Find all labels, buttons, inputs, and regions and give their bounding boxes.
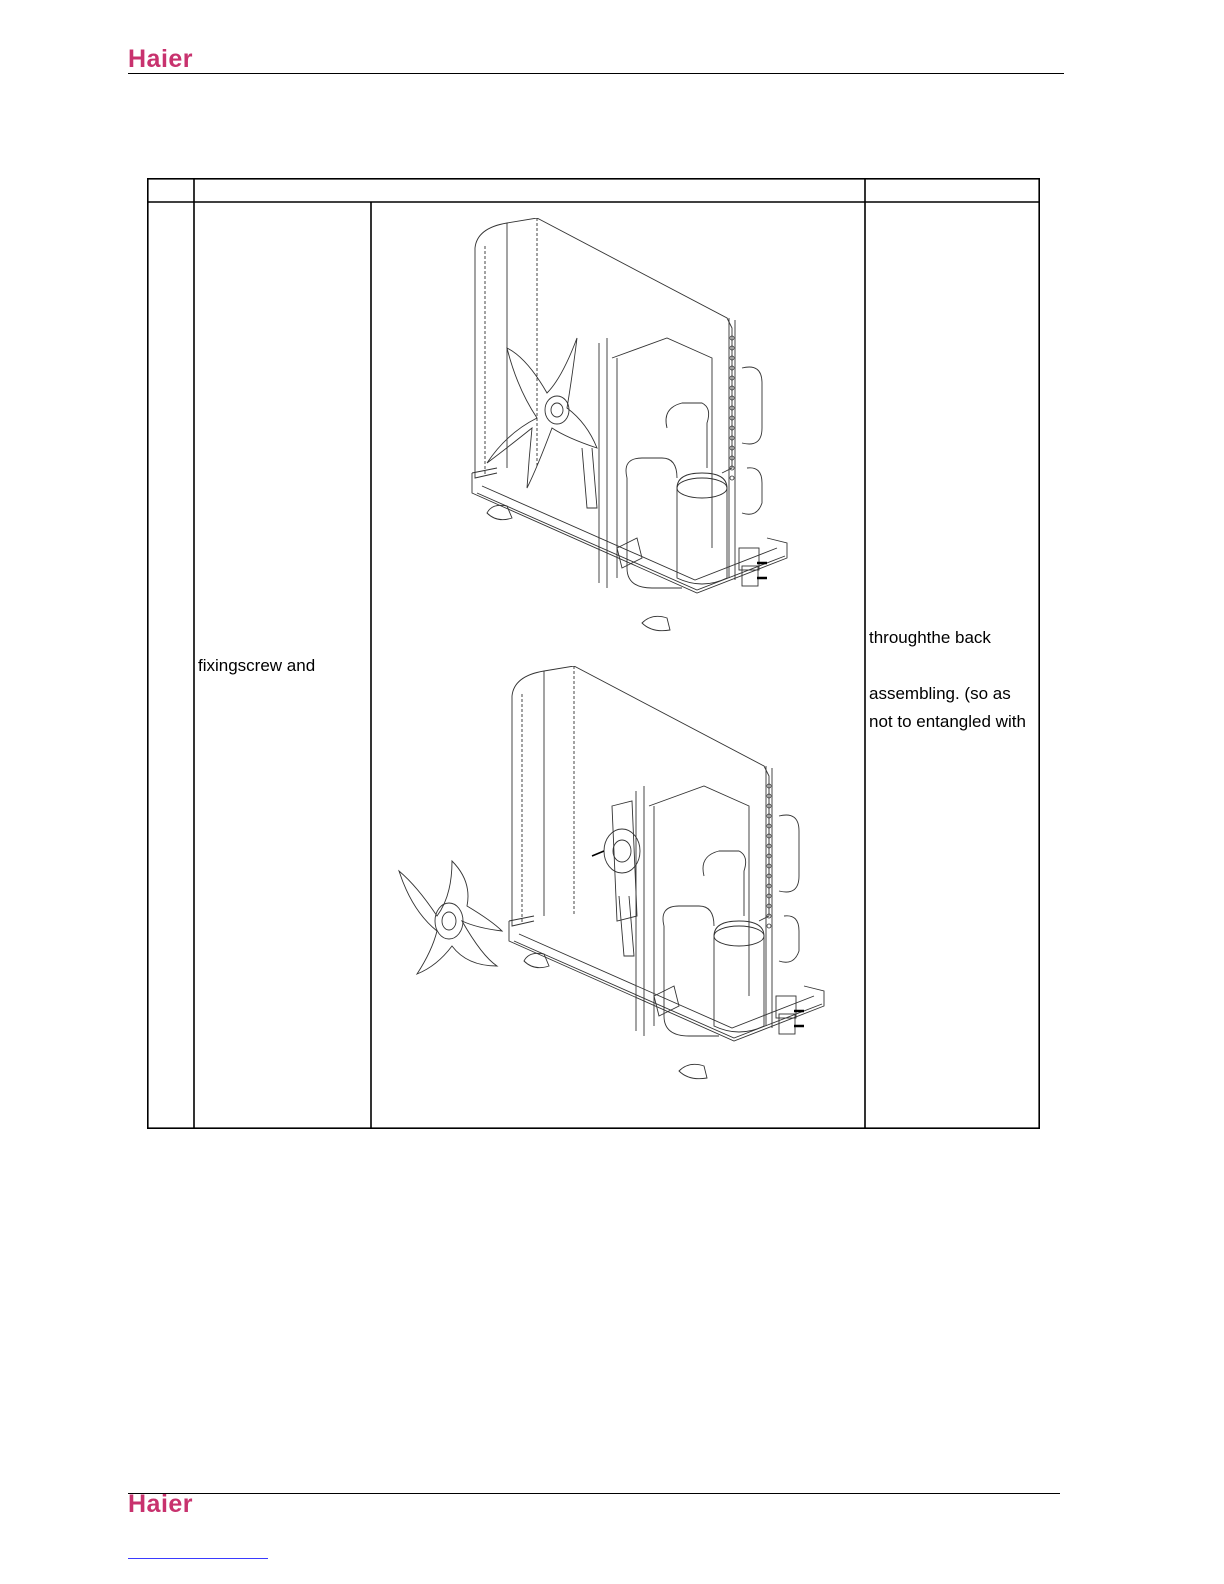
note-line-2: assembling. (so as	[869, 684, 1011, 703]
note-line-1: throughthe back	[869, 628, 991, 647]
note-line-3: not to entangled with	[869, 712, 1026, 731]
footer-link-underline	[128, 1558, 268, 1559]
header-rule	[128, 73, 1064, 74]
description-cell: fixingscrew and	[198, 656, 316, 675]
figure-fan-removed	[397, 666, 827, 1086]
brand-logo: Haier	[128, 45, 194, 73]
procedure-table	[147, 178, 1040, 1129]
footer-brand-logo: Haier	[128, 1490, 194, 1518]
footer-rule	[128, 1493, 1060, 1494]
figure-fan-attached	[467, 218, 797, 638]
